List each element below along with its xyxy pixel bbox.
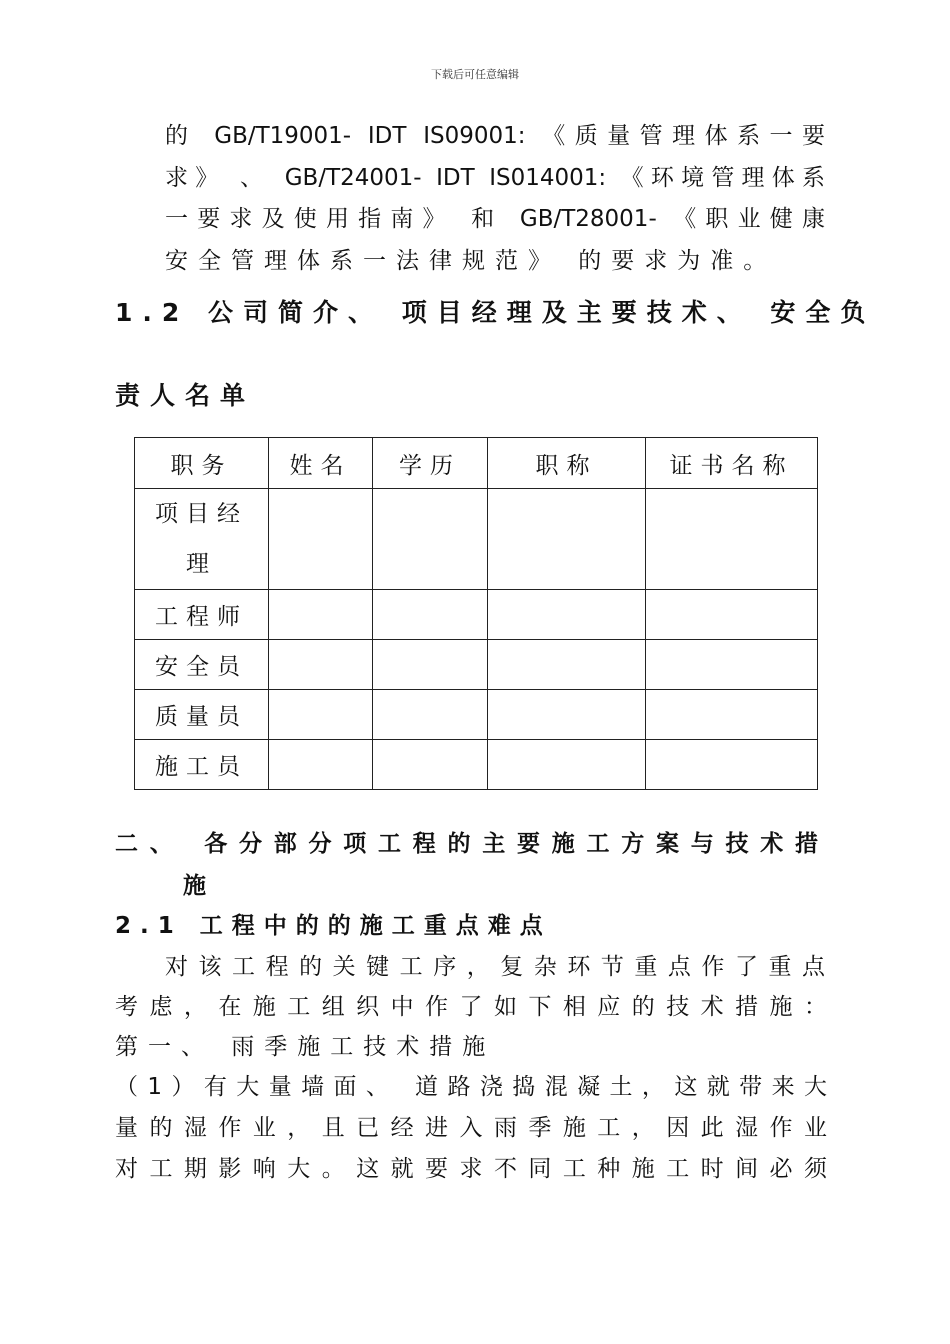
header-certificate: 证书名称 (646, 438, 818, 489)
cell-name (269, 640, 373, 690)
page-header: 下载后可任意编辑 (431, 68, 519, 81)
table-row (135, 740, 818, 790)
cell-education (373, 489, 488, 590)
cell-position: 安全员 (135, 640, 269, 690)
cell-education (373, 690, 488, 740)
intro-line-4: 安全管理体系一法律规范》 的要求为准。 (165, 248, 777, 274)
staff-table (134, 437, 818, 790)
cell-title (488, 690, 646, 740)
body-line-6: 对工期影响大。这就要求不同工种施工时间必须 (115, 1156, 827, 1182)
cell-name (269, 489, 373, 590)
section-heading-2-cont: 施 (183, 873, 215, 899)
body-line-2: 考虑，在施工组织中作了如下相应的技术措施： (115, 994, 827, 1020)
header-education: 学历 (373, 438, 488, 489)
table-row (135, 640, 818, 690)
table-row (135, 489, 818, 590)
cell-title (488, 489, 646, 590)
body-line-5: 量的湿作业，且已经进入雨季施工，因此湿作业 (115, 1115, 827, 1141)
cell-position: 质量员 (135, 690, 269, 740)
cell-title (488, 740, 646, 790)
cell-certificate (646, 690, 818, 740)
intro-line-2: 求》 、 GB/T24001- IDT IS014001: 《环境管理体系 (165, 165, 825, 191)
cell-position: 项目经理 (135, 489, 269, 590)
header-name: 姓名 (269, 438, 373, 489)
cell-certificate (646, 740, 818, 790)
body-line-4: （1）有大量墙面、 道路浇捣混凝土，这就带来大 (115, 1074, 827, 1100)
cell-certificate (646, 590, 818, 640)
table-header-row (135, 438, 818, 489)
cell-education (373, 590, 488, 640)
intro-line-1: 的 GB/T19001- IDT IS09001: 《质量管理体系一要 (165, 123, 825, 149)
header-title: 职称 (488, 438, 646, 489)
table-row (135, 690, 818, 740)
cell-position: 工程师 (135, 590, 269, 640)
cell-certificate (646, 489, 818, 590)
body-line-3: 第一、 雨季施工技术措施 (115, 1034, 496, 1060)
cell-education (373, 640, 488, 690)
cell-title (488, 590, 646, 640)
cell-name (269, 690, 373, 740)
section-heading-2-1: 2.1 工程中的的施工重点难点 (115, 913, 552, 939)
header-position: 职务 (135, 438, 269, 489)
cell-education (373, 740, 488, 790)
section-heading-1-2-cont: 责人名单 (115, 381, 256, 410)
body-line-1: 对该工程的关键工序，复杂环节重点作了重点 (165, 954, 825, 980)
cell-certificate (646, 640, 818, 690)
table-row (135, 590, 818, 640)
cell-name (269, 590, 373, 640)
section-heading-2: 二、 各分部分项工程的主要施工方案与技术措 (115, 831, 827, 857)
section-heading-1-2: 1.2 公司简介、 项目经理及主要技术、 安全负 (115, 298, 876, 327)
cell-title (488, 640, 646, 690)
cell-position: 施工员 (135, 740, 269, 790)
cell-name (269, 740, 373, 790)
intro-line-3: 一要求及使用指南》 和 GB/T28001- 《职业健康 (165, 206, 825, 232)
